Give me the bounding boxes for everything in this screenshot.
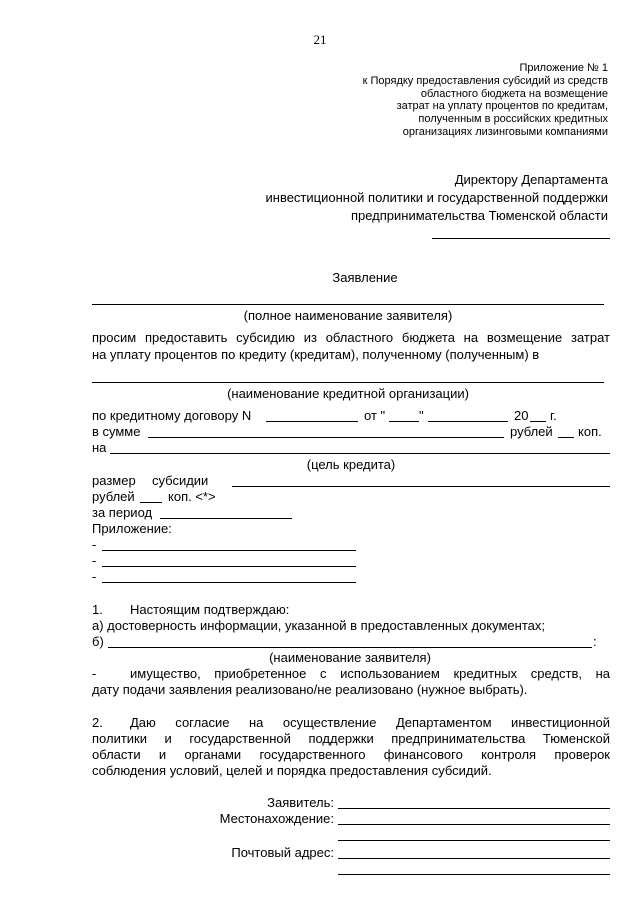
appendix-line: полученным в российских кредитных — [418, 113, 608, 126]
applicant-full-name-field[interactable] — [92, 304, 604, 305]
sum-label: в сумме — [92, 424, 141, 439]
contract-year-field[interactable] — [530, 421, 546, 422]
applicant-signature-field[interactable] — [338, 808, 610, 809]
postal-address-label: Почтовый адрес: — [231, 845, 334, 860]
attachment-dash: - — [92, 569, 97, 584]
sum-rub-field[interactable] — [148, 437, 504, 438]
contract-day-field[interactable] — [389, 421, 419, 422]
contract-year-suffix: г. — [550, 408, 557, 423]
addressee-line: инвестиционной политики и государственной поддержки — [265, 190, 608, 205]
consent-line-2: политики и государственной поддержки предпринимательства Тюменской — [92, 731, 610, 746]
subsidy-size-field[interactable] — [232, 486, 610, 487]
applicant-name-caption: (наименование заявителя) — [269, 650, 431, 665]
confirm-item-b-colon: : — [593, 634, 597, 649]
applicant-name-field[interactable] — [108, 647, 592, 648]
document-title: Заявление — [332, 270, 398, 285]
property-dash: - — [92, 666, 97, 681]
attachment-field-2[interactable] — [102, 566, 356, 567]
contract-label: по кредитному договору N — [92, 408, 252, 423]
consent-line-4: соблюдения условий, целей и порядка предоставления субсидий. — [92, 763, 492, 778]
appendix-line: Приложение № 1 — [519, 62, 608, 74]
subsidy-size-label: размер — [92, 473, 136, 488]
property-line-1: имущество, приобретенное с использованием кредитных средств, на — [130, 666, 610, 681]
subsidy-rub-label: рублей — [92, 489, 135, 504]
sum-kop-field[interactable] — [558, 437, 574, 438]
period-label: за период — [92, 505, 153, 520]
appendix-line: затрат на уплату процентов по кредитам, — [396, 100, 608, 113]
property-line-2: дату подачи заявления реализовано/не реализовано (нужное выбрать). — [92, 682, 528, 697]
applicant-signature-label: Заявитель: — [267, 795, 334, 810]
contract-year-prefix: 20 — [514, 408, 529, 423]
postal-address-field-2[interactable] — [338, 874, 610, 875]
credit-org-caption: (наименование кредитной организации) — [227, 386, 469, 401]
purpose-label: на — [92, 440, 107, 455]
sum-rub-label: рублей — [510, 424, 553, 439]
credit-purpose-caption: (цель кредита) — [306, 457, 396, 472]
applicant-full-name-caption: (полное наименование заявителя) — [243, 308, 453, 323]
attachment-dash: - — [92, 553, 97, 568]
subsidy-kop-label: коп. <*> — [168, 489, 216, 504]
postal-address-field-1[interactable] — [338, 858, 610, 859]
attachment-label: Приложение: — [92, 521, 172, 536]
attachment-field-3[interactable] — [102, 582, 356, 583]
attachment-field-1[interactable] — [102, 550, 356, 551]
contract-month-field[interactable] — [428, 421, 508, 422]
attachment-dash: - — [92, 537, 97, 552]
addressee-block — [266, 171, 609, 225]
location-field-2[interactable] — [338, 840, 610, 841]
contract-quote-close: " — [419, 408, 424, 423]
confirm-number: 1. — [92, 602, 103, 617]
credit-purpose-field[interactable] — [110, 453, 610, 454]
request-line-1: просим предоставить субсидию из областного бюджета на возмещение затрат — [92, 330, 610, 345]
request-line-2: на уплату процентов по кредиту (кредитам), полученному (полученным) в — [92, 347, 540, 362]
addressee-name-field[interactable] — [432, 238, 610, 239]
consent-number: 2. — [92, 715, 103, 730]
period-field[interactable] — [160, 518, 292, 519]
page-number: 21 — [313, 32, 327, 47]
sum-kop-label: коп. — [578, 424, 602, 439]
confirm-item-a: а) достоверность информации, указанной в предоставленных документах; — [92, 618, 545, 633]
appendix-block — [363, 62, 608, 139]
confirm-item-b-label: б) — [92, 634, 104, 649]
appendix-line: к Порядку предоставления субсидий из средств — [362, 74, 608, 87]
contract-number-field[interactable] — [266, 421, 358, 422]
confirm-title: Настоящим подтверждаю: — [130, 602, 290, 617]
contract-from-label: от " — [364, 408, 386, 423]
subsidy-size-label-2: субсидии — [152, 473, 209, 488]
location-label: Местонахождение: — [219, 811, 334, 826]
appendix-line: областного бюджета на возмещение — [420, 87, 608, 100]
subsidy-rub-field[interactable] — [140, 502, 162, 503]
credit-org-field[interactable] — [92, 382, 604, 383]
consent-line-1: Даю согласие на осуществление Департаментом инвестиционной — [130, 715, 610, 730]
appendix-line: организациях лизинговыми компаниями — [402, 125, 608, 138]
consent-line-3: области и органами государственного финансового контроля проверок — [92, 747, 610, 762]
location-field-1[interactable] — [338, 824, 610, 825]
addressee-line: Директору Департамента — [454, 172, 608, 187]
addressee-line: предпринимательства Тюменской области — [350, 208, 608, 223]
